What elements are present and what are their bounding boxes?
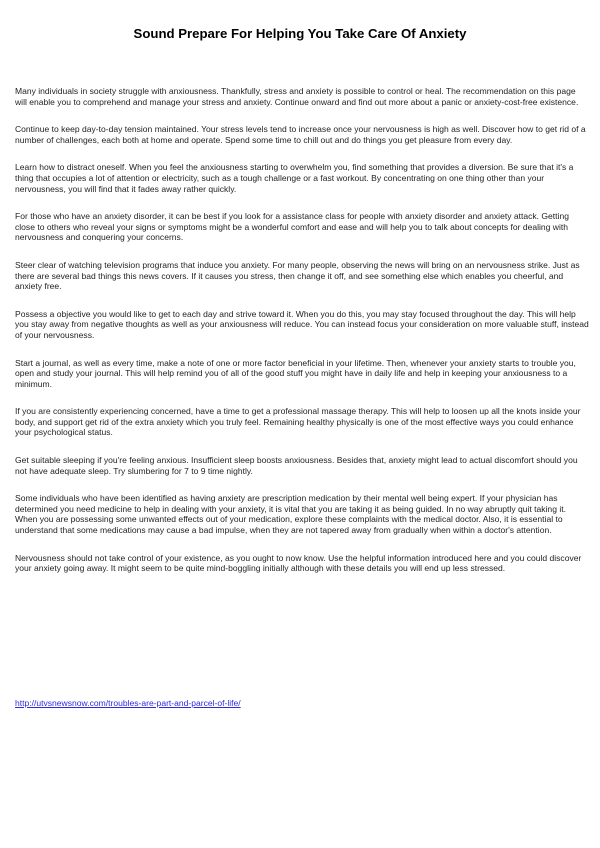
source-link[interactable]: http://utvsnewsnow.com/troubles-are-part-and-parcel-of-life/ bbox=[15, 698, 241, 708]
paragraph-9: Get suitable sleeping if you're feeling anxious. Insufficient sleep boosts anxiousness. Besides that, anxiety might lead to actual discomfort should you not have adequate sleep. Try slumbering for 7 to 9 time nightly. bbox=[15, 455, 578, 476]
paragraph-2: Continue to keep day-to-day tension maintained. Your stress levels tend to increase once your nervousness is high as well. Discover how to get rid of a number of challenges, each both at home and operate. Spend some time to chill out and do things you get pleasure from every day. bbox=[15, 124, 586, 145]
paragraph-3: Learn how to distract oneself. When you feel the anxiousness starting to overwhelm you, find something that provides a diversion. Be sure that it's a thing that occupies a lot of attention or electricity, such as a tough challenge or a fast workout. By concentrating on one thing other than your nervousness, you will find that it fades away rather quickly. bbox=[15, 162, 574, 194]
paragraph-6: Possess a objective you would like to get to each day and strive toward it. When you do this, you may stay focused throughout the day. This will help you stay away from negative thoughts as well as your anxiousness will reduce. You can instead focus your consideration on more valuable stuff, instead of your nervousness. bbox=[15, 308, 589, 340]
paragraph-4: For those who have an anxiety disorder, it can be best if you look for a assistance class for people with anxiety disorder and anxiety attack. Getting close to others who reveal your signs or symptoms might be a wonderful comfort and ease and will help you to talk about concepts for dealing with nervousness and conquering your concerns. bbox=[15, 211, 569, 243]
page-title: Sound Prepare For Helping You Take Care Of Anxiety bbox=[133, 26, 467, 41]
article-body bbox=[15, 86, 589, 591]
paragraph-10: Some individuals who have been identified as having anxiety are prescription medication by their mental well being expert. If your physician has determined you need medicine to help in dealing with your anxiety, it is vital that you are taking it as being guided. In no way abruptly quit taking it. When you are possessing some unwanted effects out of your medication, explore these complaints with the medical doctor. Also, it is essential to understand that some medications may cause a bad impulse, when they are not tapered away from gradually when within a doctor's attention. bbox=[15, 493, 566, 536]
paragraph-8: If you are consistently experiencing concerned, have a time to get a professional massage therapy. This will help to loosen up all the knots inside your body, and support get rid of the extra anxiety which you truly feel. Remaining healthy physically is one of the most effective ways you could enhance your psychological status. bbox=[15, 406, 581, 438]
paragraph-5: Steer clear of watching television programs that induce you anxiety. For many people, observing the news will bring on an nervousness strike. Just as there are several bad things this news covers. If it causes you stress, then change it off, and see something else which enables you cheerful, and anxiety free. bbox=[15, 259, 580, 292]
paragraph-1: Many individuals in society struggle with anxiousness. Thankfully, stress and anxiety is possible to control or heal. The recommendation on this page will enable you to comprehend and manage your stress and anxiety. Continue onward and find out more about a panic or anxiety-cost-free existence. bbox=[15, 86, 579, 107]
paragraph-11: Nervousness should not take control of your existence, as you ought to now know. Use the helpful information introduced here and you could discover your anxiety going away. It might seem to be quite mind-boggling initially although with these details you will end up less stressed. bbox=[15, 552, 582, 574]
paragraph-7: Start a journal, as well as every time, make a note of one or more factor beneficial in your lifetime. Then, whenever your anxiety starts to trouble you, open and study your journal. This will help remind you of all of the good stuff you might have in daily life and help in keeping your anxiousness to a minimum. bbox=[15, 357, 576, 389]
